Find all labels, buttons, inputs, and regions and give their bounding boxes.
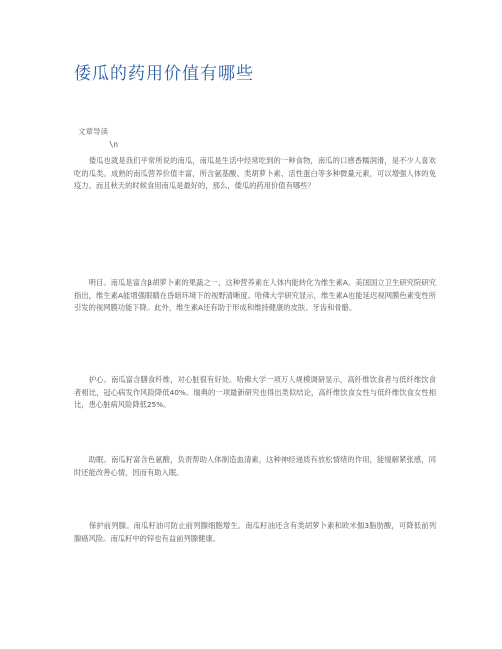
- paragraph-heart: 护心。南瓜富含膳食纤维，对心脏很有好处。哈佛大学一项万人规模调研显示，高纤维饮食者与低纤维饮食者相比，冠心病发作风险降低40%。瑞典的一项最新研究也得出类似结论，高纤维饮食女性与低纤维饮食女性相比，患心脏病风险降低25%。: [74, 375, 436, 410]
- paragraph-eyesight: 明目。南瓜是富含β胡萝卜素的果蔬之一，这种营养素在人体内能转化为维生素A。美国国立卫生研究院研究指出，维生素A能增强眼睛在昏暗环境下的视野清晰度。哈佛大学研究显示，维生素A也能延迟视网膜色素变性所引发的视网膜功能下降。此外，维生素A还有助于形成和维持健康的皮肤、牙齿和骨骼。: [74, 278, 436, 313]
- guide-label: 文章导读: [78, 127, 108, 136]
- intro-paragraph: 倭瓜也就是我们平常所说的南瓜，南瓜是生活中经常吃到的一种食物，南瓜的口感香糯润滑，是不少人喜欢吃的瓜类。成熟的南瓜营养价值丰富，所含氨基酸、类胡萝卜素、活性蛋白等多种微量元素，可以增强人体的免疫力。而且秋天的时候食用南瓜是最好的，那么，倭瓜的药用价值有哪些？: [74, 156, 436, 191]
- document-title: 倭瓜的药用价值有哪些: [74, 64, 254, 84]
- paragraph-sleep: 助眠。南瓜籽富含色氨酸，负责帮助人体制造血清素，这种神经递质有放松情绪的作用，能缓解紧张感，同时还能改善心情，因而有助入眠。: [74, 455, 436, 477]
- paragraph-prostate: 保护前列腺。南瓜籽油可防止前列腺细胞增生。南瓜籽油还含有类胡萝卜素和欧米伽3脂肪酸，可降低前列腺癌风险。南瓜籽中的锌也有益前列腺健康。: [74, 521, 436, 543]
- newline-marker: \n: [109, 140, 119, 149]
